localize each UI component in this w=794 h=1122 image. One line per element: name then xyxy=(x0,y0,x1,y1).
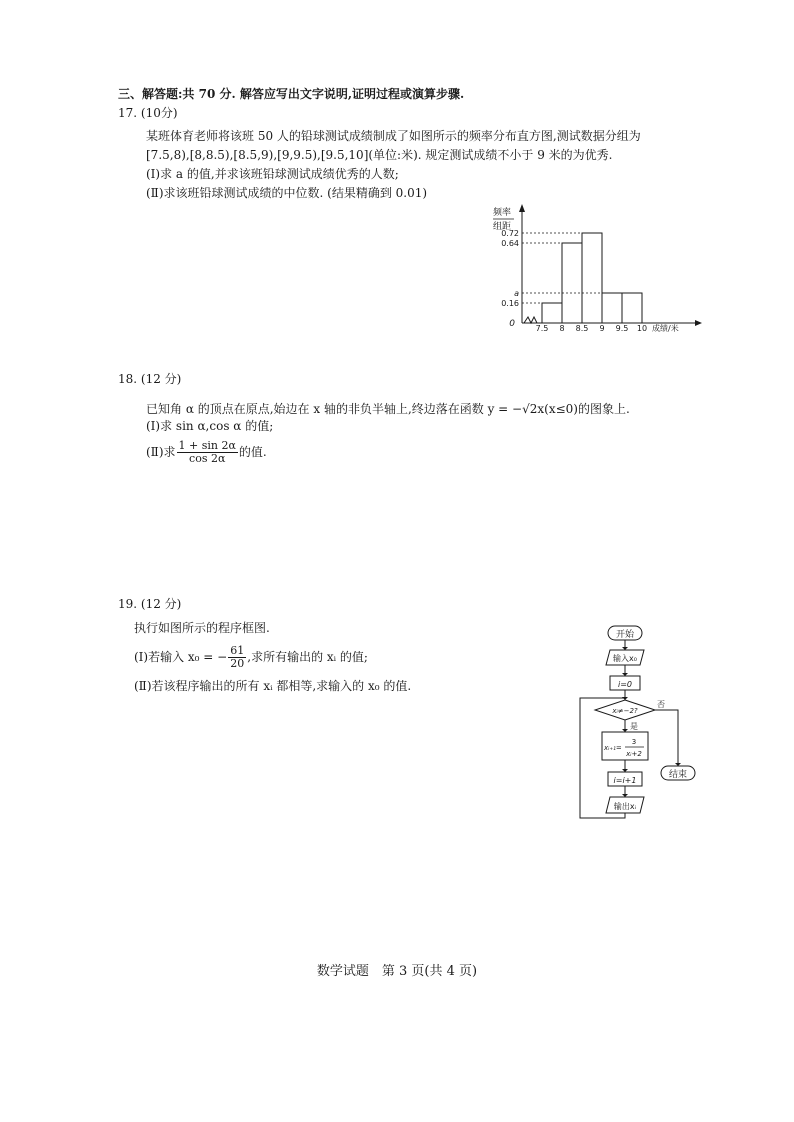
origin-label: 0 xyxy=(509,319,515,329)
y-axis-arrow xyxy=(519,204,525,212)
q18-part2-prefix: (Ⅱ)求 xyxy=(146,445,176,459)
y-tick-label: 0.72 xyxy=(501,229,519,238)
x-tick-label: 9.5 xyxy=(615,324,629,333)
start-label: 开始 xyxy=(615,630,635,640)
q17-part1: (Ⅰ)求 a 的值,并求该班铅球测试成绩优秀的人数; xyxy=(146,167,399,181)
frequency-histogram xyxy=(490,200,710,340)
q17-part2: (Ⅱ)求该班铅球测试成绩的中位数. (结果精确到 0.01) xyxy=(146,186,428,200)
y-tick-label: 0.64 xyxy=(501,239,519,248)
program-flowchart xyxy=(570,620,710,825)
end-label: 结束 xyxy=(668,770,688,780)
arrow-no-branch xyxy=(655,710,678,766)
no-label: 否 xyxy=(657,700,665,709)
q19-header: 19. (12 分) xyxy=(118,597,182,611)
q18-line1: 已知角 α 的顶点在原点,始边在 x 轴的非负半轴上,终边落在函数 y = −√2x(x≤0)的图象上. xyxy=(146,402,630,416)
x-tick-label: 9 xyxy=(599,324,605,333)
q19-part1-prefix: (Ⅰ)若输入 x₀ = − xyxy=(134,650,228,664)
q17-line1: 某班体育老师将该班 50 人的铅球测试成绩制成了如图所示的频率分布直方图,测试数据分组为 xyxy=(146,129,641,143)
q18-fraction-numerator: 1 + sin 2α xyxy=(178,439,236,452)
q19-part1 xyxy=(134,645,368,670)
input-label: 输入x₀ xyxy=(613,654,637,663)
x-tick-label: 10 xyxy=(636,324,648,333)
q17-line2: [7.5,8),[8,8.5),[8.5,9),[9,9.5),[9.5,10](单位:米). 规定测试成绩不小于 9 米的为优秀. xyxy=(146,148,613,162)
update-lhs-label: xᵢ₊₁= xyxy=(604,744,622,752)
axis-break-mark xyxy=(524,317,537,323)
histogram-bar xyxy=(542,303,562,323)
q18-fraction-denominator: cos 2α xyxy=(189,452,226,465)
init-label: i=0 xyxy=(617,680,633,689)
q19-fraction-denominator: 20 xyxy=(230,657,245,670)
y-tick-label: 0.16 xyxy=(501,299,519,308)
histogram-bar xyxy=(622,293,642,323)
histogram-bar xyxy=(602,293,622,323)
x-tick-label: 8 xyxy=(559,324,565,333)
q19-line1: 执行如图所示的程序框图. xyxy=(134,621,270,635)
histogram-bar xyxy=(582,233,602,323)
x-axis-arrow xyxy=(695,320,702,326)
section-heading: 三、解答题:共 70 分. 解答应写出文字说明,证明过程或演算步骤. xyxy=(118,87,465,101)
q19-fraction-numerator: 61 xyxy=(230,644,245,657)
condition-label: xᵢ≠−2? xyxy=(612,707,638,715)
y-label-bottom: 组距 xyxy=(493,222,512,232)
x-axis-label: 成绩/米 xyxy=(652,324,679,333)
update-denominator: xᵢ+2 xyxy=(626,750,642,758)
histogram-bar xyxy=(562,243,582,323)
increment-label: i=i+1 xyxy=(613,776,637,785)
y-tick-label: a xyxy=(514,289,519,298)
q19-part1-suffix: ,求所有输出的 xᵢ 的值; xyxy=(247,650,368,664)
q17-header: 17. (10分) xyxy=(118,106,178,120)
q18-header: 18. (12 分) xyxy=(118,372,182,386)
y-label-top: 频率 xyxy=(493,208,512,218)
q18-part1: (Ⅰ)求 sin α,cos α 的值; xyxy=(146,419,274,433)
output-label: 输出xᵢ xyxy=(613,802,637,811)
update-numerator: 3 xyxy=(631,738,637,746)
yes-label: 是 xyxy=(630,722,638,731)
q19-part2: (Ⅱ)若该程序输出的所有 xᵢ 都相等,求输入的 x₀ 的值. xyxy=(134,679,412,693)
page-footer: 数学试题 第 3 页(共 4 页) xyxy=(316,964,478,979)
x-tick-label: 7.5 xyxy=(535,324,549,333)
q18-part2-suffix: 的值. xyxy=(238,445,267,459)
q19-fraction xyxy=(228,645,246,670)
q18-part2 xyxy=(146,440,267,465)
x-tick-label: 8.5 xyxy=(575,324,589,333)
q18-fraction xyxy=(177,440,238,465)
